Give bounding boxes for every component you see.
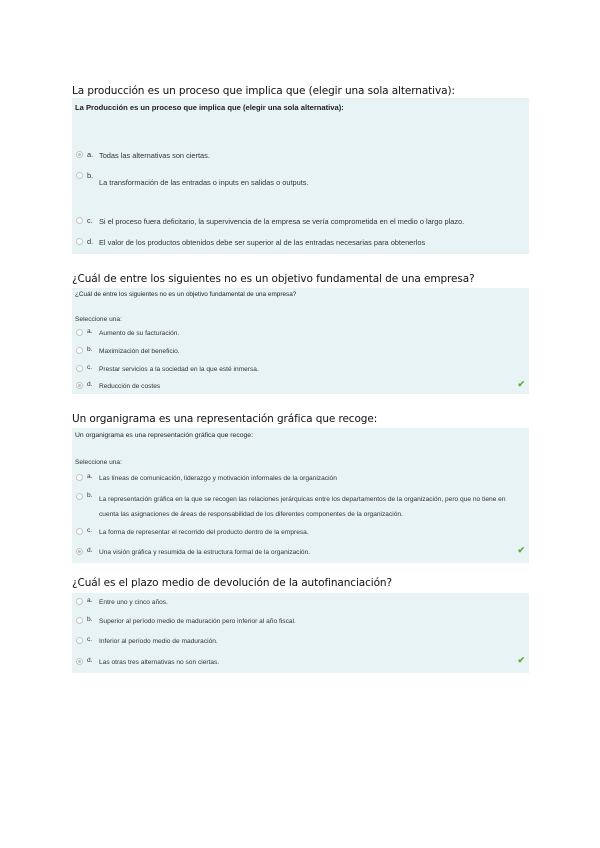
question-1-option-b[interactable] [76, 171, 525, 188]
question-1-option-d[interactable] [76, 237, 525, 248]
radio-icon[interactable] [76, 617, 83, 624]
option-text: Maximización del beneficio. [99, 348, 180, 355]
question-4-option-b[interactable] [76, 616, 525, 627]
question-4-option-a[interactable] [76, 597, 525, 608]
question-2-panel-title: ¿Cuál de entre los siguientes no es un objetivo fundamental de una empresa? [75, 291, 297, 298]
option-letter: c. [87, 527, 93, 534]
question-1-panel [72, 98, 529, 254]
correct-check-icon: ✔ [517, 379, 525, 389]
question-4-option-d[interactable] [76, 657, 525, 668]
option-text: Una visión gráfica y resumida de la estructura formal de la organización. [99, 549, 311, 556]
option-letter: d. [87, 547, 93, 554]
option-text: Las otras tres alternativas no son ciertas. [99, 659, 220, 666]
option-text: Aumento de su facturación. [99, 330, 180, 337]
option-letter: b. [87, 346, 93, 353]
option-letter: d. [87, 381, 93, 388]
radio-selected-icon[interactable] [76, 382, 83, 389]
radio-icon[interactable] [76, 329, 83, 336]
radio-icon[interactable] [76, 528, 83, 535]
question-3-option-d[interactable] [76, 547, 525, 558]
question-1-panel-title: La Producción es un proceso que implica que (elegir una sola alternativa): [75, 103, 344, 112]
question-3-option-a[interactable] [76, 473, 525, 484]
option-text: Reducción de costes [99, 383, 161, 390]
question-2-option-d[interactable] [76, 381, 525, 392]
question-2-option-b[interactable] [76, 346, 525, 357]
question-2-heading: ¿Cuál de entre los siguientes no es un objetivo fundamental de una empresa? [72, 273, 475, 285]
radio-icon[interactable] [76, 347, 83, 354]
question-3-option-c[interactable] [76, 527, 525, 538]
radio-icon[interactable] [76, 474, 83, 481]
question-1-option-c[interactable] [76, 216, 525, 227]
radio-icon[interactable] [76, 637, 83, 644]
radio-icon[interactable] [76, 493, 83, 500]
option-letter: c. [87, 216, 93, 225]
option-text: Las líneas de comunicación, liderazgo y motivación informales de la organización [99, 475, 337, 482]
question-2-select-label: Seleccione una: [75, 316, 122, 323]
option-letter: c. [87, 364, 93, 371]
correct-check-icon: ✔ [517, 545, 525, 555]
question-1-option-a[interactable] [76, 150, 525, 161]
radio-icon[interactable] [76, 598, 83, 605]
radio-selected-icon[interactable] [76, 151, 83, 158]
radio-selected-icon[interactable] [76, 658, 83, 665]
radio-icon[interactable] [76, 238, 83, 245]
question-4-panel [72, 593, 529, 673]
option-text: Si el proceso fuera deficitario, la supervivencia de la empresa se vería comprometida en el medio o largo plazo. [99, 217, 465, 226]
option-text: La representación gráfica en la que se recogen las relaciones jerárquicas entre los departamentos de la organización, pero que no tiene en cuenta las asignaciones de áreas de responsabilidad de los diferentes componentes de la organización. [99, 496, 506, 518]
question-2-panel [72, 288, 529, 394]
option-letter: a. [87, 597, 93, 604]
option-letter: b. [87, 492, 93, 499]
radio-selected-icon[interactable] [76, 548, 83, 555]
option-text: Inferior al período medio de maduración. [99, 638, 218, 645]
question-4-option-c[interactable] [76, 636, 525, 647]
question-4-heading: ¿Cuál es el plazo medio de devolución de la autofinanciación? [72, 577, 392, 589]
question-2-option-c[interactable] [76, 364, 525, 375]
option-letter: a. [87, 150, 94, 159]
option-text: La transformación de las entradas o inputs en salidas o outputs. [99, 178, 309, 187]
option-letter: d. [87, 237, 94, 246]
question-3-option-b[interactable] [76, 492, 525, 522]
correct-check-icon: ✔ [517, 655, 525, 665]
option-letter: a. [87, 328, 93, 335]
question-1-heading: La producción es un proceso que implica que (elegir una sola alternativa): [72, 85, 455, 97]
option-letter: a. [87, 473, 93, 480]
option-text: El valor de los productos obtenidos debe ser superior al de las entradas necesarias para obtenerlos [99, 238, 426, 247]
radio-icon[interactable] [76, 217, 83, 224]
option-letter: c. [87, 636, 93, 643]
option-text: Todas las alternativas son ciertas. [99, 151, 210, 160]
question-3-select-label: Seleccione una: [75, 459, 122, 466]
option-text: Superior al período medio de maduración pero inferior al año fiscal. [99, 618, 296, 625]
radio-icon[interactable] [76, 365, 83, 372]
option-text: La forma de representar el recorrido del producto dentro de la empresa. [99, 529, 309, 536]
option-text: Entre uno y cinco años. [99, 599, 168, 606]
radio-icon[interactable] [76, 172, 83, 179]
question-3-panel-title: Un organigrama es una representación gráfica que recoge: [75, 432, 253, 439]
option-letter: d. [87, 657, 93, 664]
question-3-panel [72, 428, 529, 563]
question-2-option-a[interactable] [76, 328, 525, 339]
option-letter: b. [87, 616, 93, 623]
question-3-heading: Un organigrama es una representación gráfica que recoge: [72, 413, 378, 425]
option-letter: b. [87, 171, 94, 180]
option-text: Prestar servicios a la sociedad en la que esté inmersa. [99, 366, 259, 373]
